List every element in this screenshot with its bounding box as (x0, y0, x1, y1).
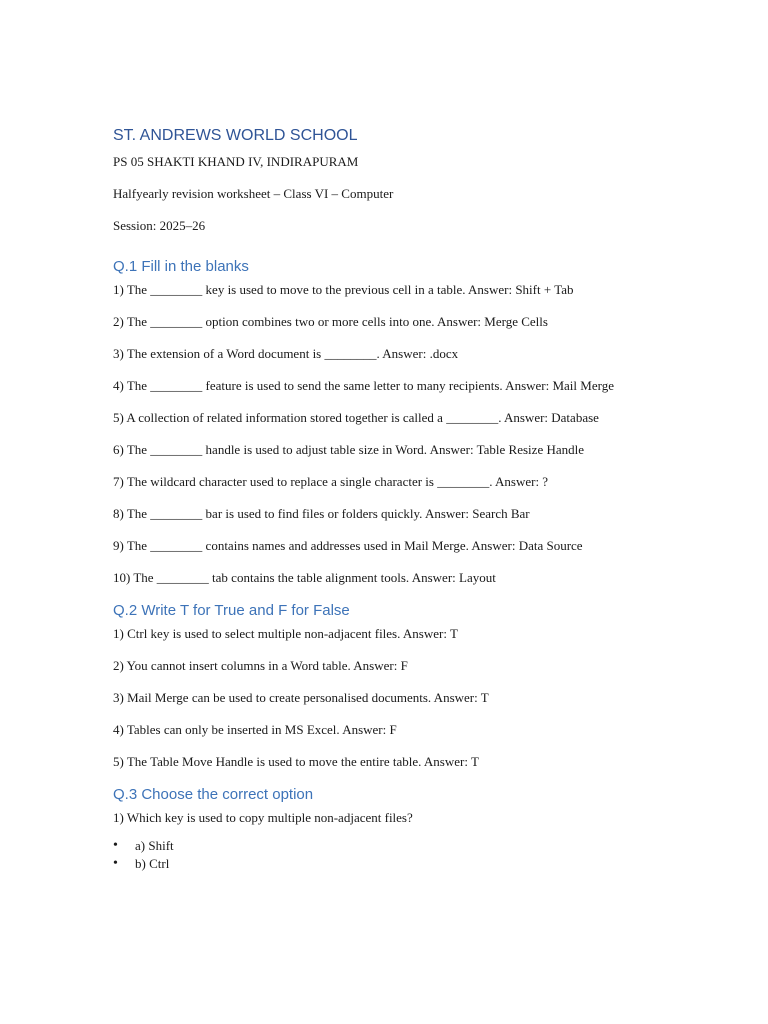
bullet-icon: • (113, 838, 118, 853)
q1-item: 4) The ________ feature is used to send the same letter to many recipients. Answer: Mail Merge (113, 378, 614, 393)
q3-heading: Q.3 Choose the correct option (113, 786, 314, 803)
q1-heading: Q.1 Fill in the blanks (113, 258, 249, 275)
bullet-icon: • (113, 856, 118, 871)
q1-item: 6) The ________ handle is used to adjust table size in Word. Answer: Table Resize Handle (113, 442, 585, 457)
school-address: PS 05 SHAKTI KHAND IV, INDIRAPURAM (113, 154, 359, 169)
q1-item: 10) The ________ tab contains the table alignment tools. Answer: Layout (113, 570, 496, 585)
q1-item: 1) The ________ key is used to move to the previous cell in a table. Answer: Shift + Tab (113, 282, 574, 297)
q3-question: 1) Which key is used to copy multiple non-adjacent files? (113, 810, 413, 825)
q2-item: 3) Mail Merge can be used to create personalised documents. Answer: T (113, 690, 489, 705)
q2-item: 2) You cannot insert columns in a Word table. Answer: F (113, 658, 408, 673)
q1-item: 2) The ________ option combines two or more cells into one. Answer: Merge Cells (113, 314, 548, 329)
q2-heading: Q.2 Write T for True and F for False (113, 602, 350, 619)
q2-item: 4) Tables can only be inserted in MS Excel. Answer: F (113, 722, 397, 737)
session-label: Session: 2025–26 (113, 218, 206, 233)
school-name: ST. ANDREWS WORLD SCHOOL (113, 127, 358, 144)
q2-item: 1) Ctrl key is used to select multiple non-adjacent files. Answer: T (113, 626, 458, 641)
section-q1 (113, 257, 653, 587)
q1-item: 7) The wildcard character used to replace a single character is ________. Answer: ? (113, 474, 549, 489)
q3-option (113, 837, 653, 855)
q3-option (113, 855, 653, 873)
document-page (113, 125, 653, 873)
q1-item: 9) The ________ contains names and addresses used in Mail Merge. Answer: Data Source (113, 538, 583, 553)
worksheet-title: Halfyearly revision worksheet – Class VI – Computer (113, 186, 394, 201)
q3-options-list (113, 837, 653, 873)
section-q3 (113, 785, 653, 873)
q3-option-label: b) Ctrl (135, 856, 170, 871)
q1-item: 5) A collection of related information stored together is called a ________. Answer: Database (113, 410, 599, 425)
q1-item: 3) The extension of a Word document is ________. Answer: .docx (113, 346, 459, 361)
section-q2 (113, 601, 653, 771)
q3-option-label: a) Shift (135, 838, 174, 853)
q2-item: 5) The Table Move Handle is used to move the entire table. Answer: T (113, 754, 479, 769)
q1-item: 8) The ________ bar is used to find files or folders quickly. Answer: Search Bar (113, 506, 530, 521)
